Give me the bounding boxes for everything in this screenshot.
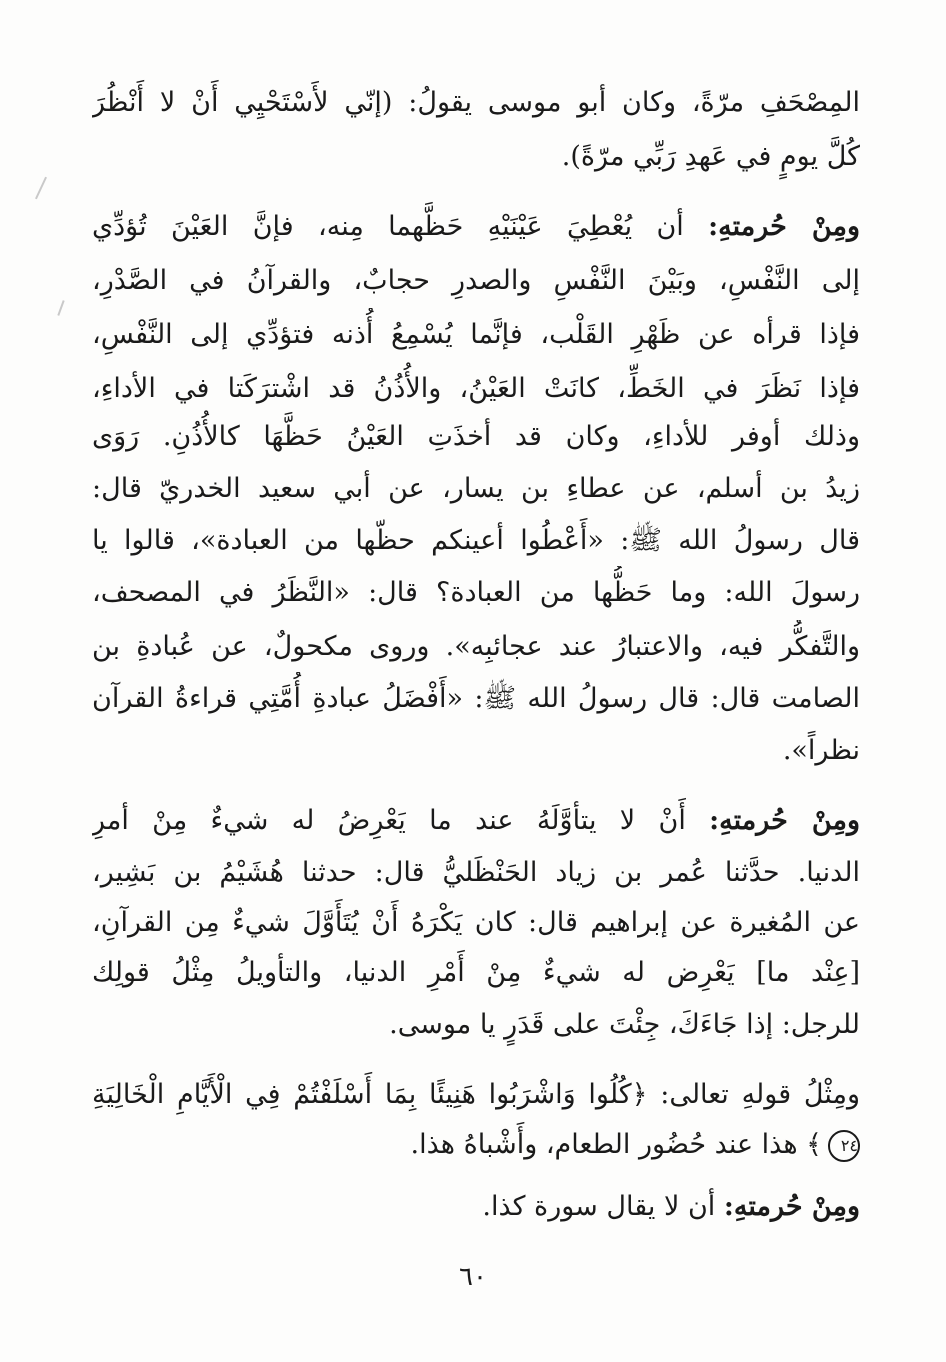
line-text: إلى النَّفْسِ، وبَيْنَ النَّفْسِ والصدرِ حجابٌ، والقرآنُ في الصَّدْرِ،: [92, 265, 860, 296]
line-text: فإذا نَظَرَ في الخَطِّ، كانَتْ العَيْنُ، والأُذُنُ قد اشْترَكَتا في الأداءِ،: [92, 373, 860, 404]
line-text: كُلَّ يومٍ في عَهدِ رَبِّي مرّةً).: [561, 141, 860, 172]
line-text: والتَّفكُّر فيه، والاعتبارُ عند عجائبِه». وروى مكحولٌ، عن عُبادةِ بن: [92, 631, 860, 662]
text-line: [92, 514, 860, 568]
text-line: [92, 130, 860, 184]
line-text: رسولَ الله: وما حَظُّها من العبادة؟ قال: «النَّظَرُ في المصحف،: [92, 577, 860, 608]
section-heading: ومِنْ حُرمتهِ:: [708, 211, 860, 242]
text-line: [92, 200, 860, 254]
text-line: [92, 362, 860, 416]
line-text: أن لا يقال سورة كذا.: [482, 1191, 724, 1222]
line-text: الصامت قال: قال رسولُ الله ﷺ: «أَفْضَلُ عبادةِ أُمَّتِي قراءةُ القرآن: [92, 683, 860, 714]
text-line: [92, 620, 860, 674]
text-line: [92, 946, 860, 1000]
text-line: [92, 1068, 860, 1122]
text-line: [92, 998, 860, 1052]
text-line: [92, 76, 860, 130]
text-line: [92, 846, 860, 900]
text-line: [92, 410, 860, 464]
quran-verse-text: ومِثْلُ قولهِ تعالى: ﴿كُلُوا وَاشْرَبُوا هَنِيئًا بِمَا أَسْلَفْتُمْ فِي الْأَيَّامِ الْخَالِيَةِ: [92, 1079, 860, 1110]
page-number: ٦٠: [459, 1262, 487, 1292]
text-line: [92, 308, 860, 362]
line-text: نظراً».: [782, 735, 860, 766]
line-text: قال رسولُ الله ﷺ: «أَعْطُوا أعينكم حظّها من العبادة»، قالوا يا: [92, 525, 860, 556]
line-text: فإذا قرأه عن ظَهْرِ القَلْب، فإنَّما يُسْمِعُ أُذنه فتؤدِّي إلى النَّفْسِ،: [92, 319, 860, 350]
line-text: المِصْحَفِ مرّةً، وكان أبو موسى يقولُ: (إنّي لأَسْتَحْيِي أَنْ لا أَنْظُرَ: [92, 87, 860, 118]
text-line: [92, 672, 860, 726]
line-text: ﴾ هذا عند حُضُور الطعام، وأَشْباهُ هذا.: [410, 1129, 822, 1160]
text-line: [92, 724, 860, 778]
text-line: [92, 1180, 860, 1234]
section-heading: ومِنْ حُرمتهِ:: [709, 805, 860, 836]
text-line: [92, 462, 860, 516]
line-text: أن يُعْطِيَ عَيْنَيْهِ حَظَّهما مِنه، فإنَّ العَيْنَ تُؤدِّي: [92, 211, 709, 242]
line-text: [عِنْد ما] يَعْرِض له شيءٌ مِنْ أَمْرِ الدنيا، والتأويلُ مِثْلُ قولِك: [92, 957, 860, 988]
line-text: عن المُغيرة عن إبراهيم قال: كان يَكْرَهُ أَنْ يُتَأَوَّلَ شيءٌ مِن القرآنِ،: [92, 907, 860, 938]
text-line: [92, 794, 860, 848]
text-line: [92, 1118, 860, 1172]
text-line: [92, 896, 860, 950]
line-text: وذلك أوفر للأداءِ، وكان قد أخذَتِ العَيْنُ حَظَّهَا كالأُذُنِ. رَوَى: [92, 421, 860, 452]
line-text: الدنيا. حدَّثنا عُمر بن زياد الحَنْظَليُّ قال: حدثنا هُشَيْمُ بن بَشِير،: [92, 857, 860, 888]
text-line: [92, 566, 860, 620]
text-line: [92, 254, 860, 308]
scan-speck: [35, 177, 47, 200]
scan-speck: [57, 300, 64, 316]
line-text: زيدُ بن أسلم، عن عطاءِ بن يسار، عن أبي سعيد الخدريّ قال:: [92, 473, 860, 504]
section-heading: ومِنْ حُرمتهِ:: [723, 1191, 860, 1222]
line-text: أَنْ لا يتأوَّلَهُ عند ما يَعْرِضُ له شيءٌ مِنْ أمرِ: [92, 805, 710, 836]
line-text: للرجل: إذا جَاءَكَ، جِئْتَ على قَدَرٍ يا موسى.: [389, 1009, 860, 1040]
verse-number-marker: ٢٤: [828, 1130, 860, 1162]
